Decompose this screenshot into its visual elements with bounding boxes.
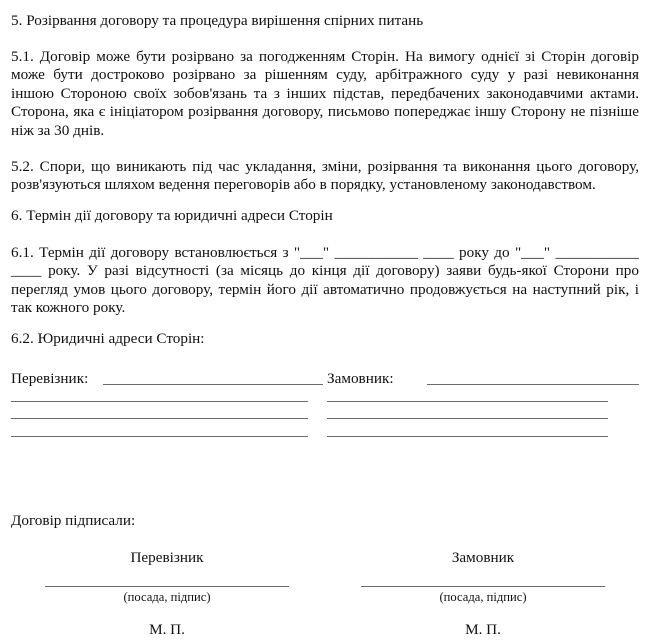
- customer-signature-line[interactable]: [361, 586, 605, 587]
- carrier-signature-caption: (посада, підпис): [123, 590, 211, 604]
- paragraph-line: ніж за 30 днів.: [11, 121, 105, 139]
- carrier-signature-title: Перевізник: [130, 549, 204, 566]
- customer-address-line[interactable]: [327, 401, 608, 402]
- customer-address-field[interactable]: [427, 368, 639, 384]
- carrier-signature-line[interactable]: [45, 586, 289, 587]
- carrier-address-label: Перевізник:: [11, 370, 89, 387]
- carrier-stamp: М. П.: [149, 621, 185, 638]
- carrier-address-underline: [103, 384, 323, 385]
- paragraph-line: розв'язуються шляхом ведення переговорів або в порядку, установленому законодавством.: [11, 176, 596, 194]
- section-6-heading: 6. Термін дії договору та юридичні адреси Сторін: [11, 207, 333, 224]
- paragraph-line: 6.1. Термін дії договору встановлюється з "___" ___________ ____ року до "___" ___________: [11, 244, 639, 261]
- paragraph-line: іншою Стороною своїх зобов'язань та з інших підстав, передбачених законодавчими актами.: [11, 84, 639, 102]
- carrier-address-line[interactable]: [11, 401, 308, 402]
- customer-address-line[interactable]: [327, 418, 608, 419]
- paragraph-5-2: [11, 158, 639, 195]
- signatures-heading: Договір підписали:: [11, 512, 136, 529]
- customer-address-line[interactable]: [327, 436, 608, 437]
- paragraph-line: ____ року. У разі відсутності (за місяць до кінця дії договору) заяви будь-якої Сторони про: [11, 262, 639, 280]
- customer-address-label: Замовник:: [327, 370, 394, 387]
- paragraph-line: перегляд умов цього договору, термін його дії автоматично продовжується на наступний рік, і: [11, 280, 639, 298]
- paragraph-line: Сторона, яка є ініціатором розірвання договору, письмово попереджає іншу Сторону не пізніше: [11, 103, 639, 121]
- customer-stamp: М. П.: [465, 621, 501, 638]
- paragraph-6-2: 6.2. Юридичні адреси Сторін:: [11, 330, 205, 347]
- carrier-address-line[interactable]: [11, 436, 308, 437]
- customer-address-underline: [427, 384, 639, 385]
- carrier-address-field[interactable]: [103, 368, 323, 384]
- paragraph-line: 5.1. Договір може бути розірвано за погодженням Сторін. На вимогу однієї зі Сторін договір: [11, 48, 639, 65]
- paragraph-6-1: [11, 244, 639, 318]
- paragraph-line: 5.2. Спори, що виникають під час укладання, зміни, розірвання та виконання цього договору,: [11, 158, 639, 175]
- section-5-heading: 5. Розірвання договору та процедура вирішення спірних питань: [11, 12, 424, 29]
- carrier-address-line[interactable]: [11, 418, 308, 419]
- customer-signature-title: Замовник: [451, 549, 515, 566]
- paragraph-line: так кожного року.: [11, 299, 126, 317]
- customer-signature-caption: (посада, підпис): [439, 590, 527, 604]
- paragraph-line: може бути достроково розірвано за рішенням суду, арбітражного суду у разі невиконання: [11, 66, 639, 84]
- paragraph-5-1: [11, 48, 639, 140]
